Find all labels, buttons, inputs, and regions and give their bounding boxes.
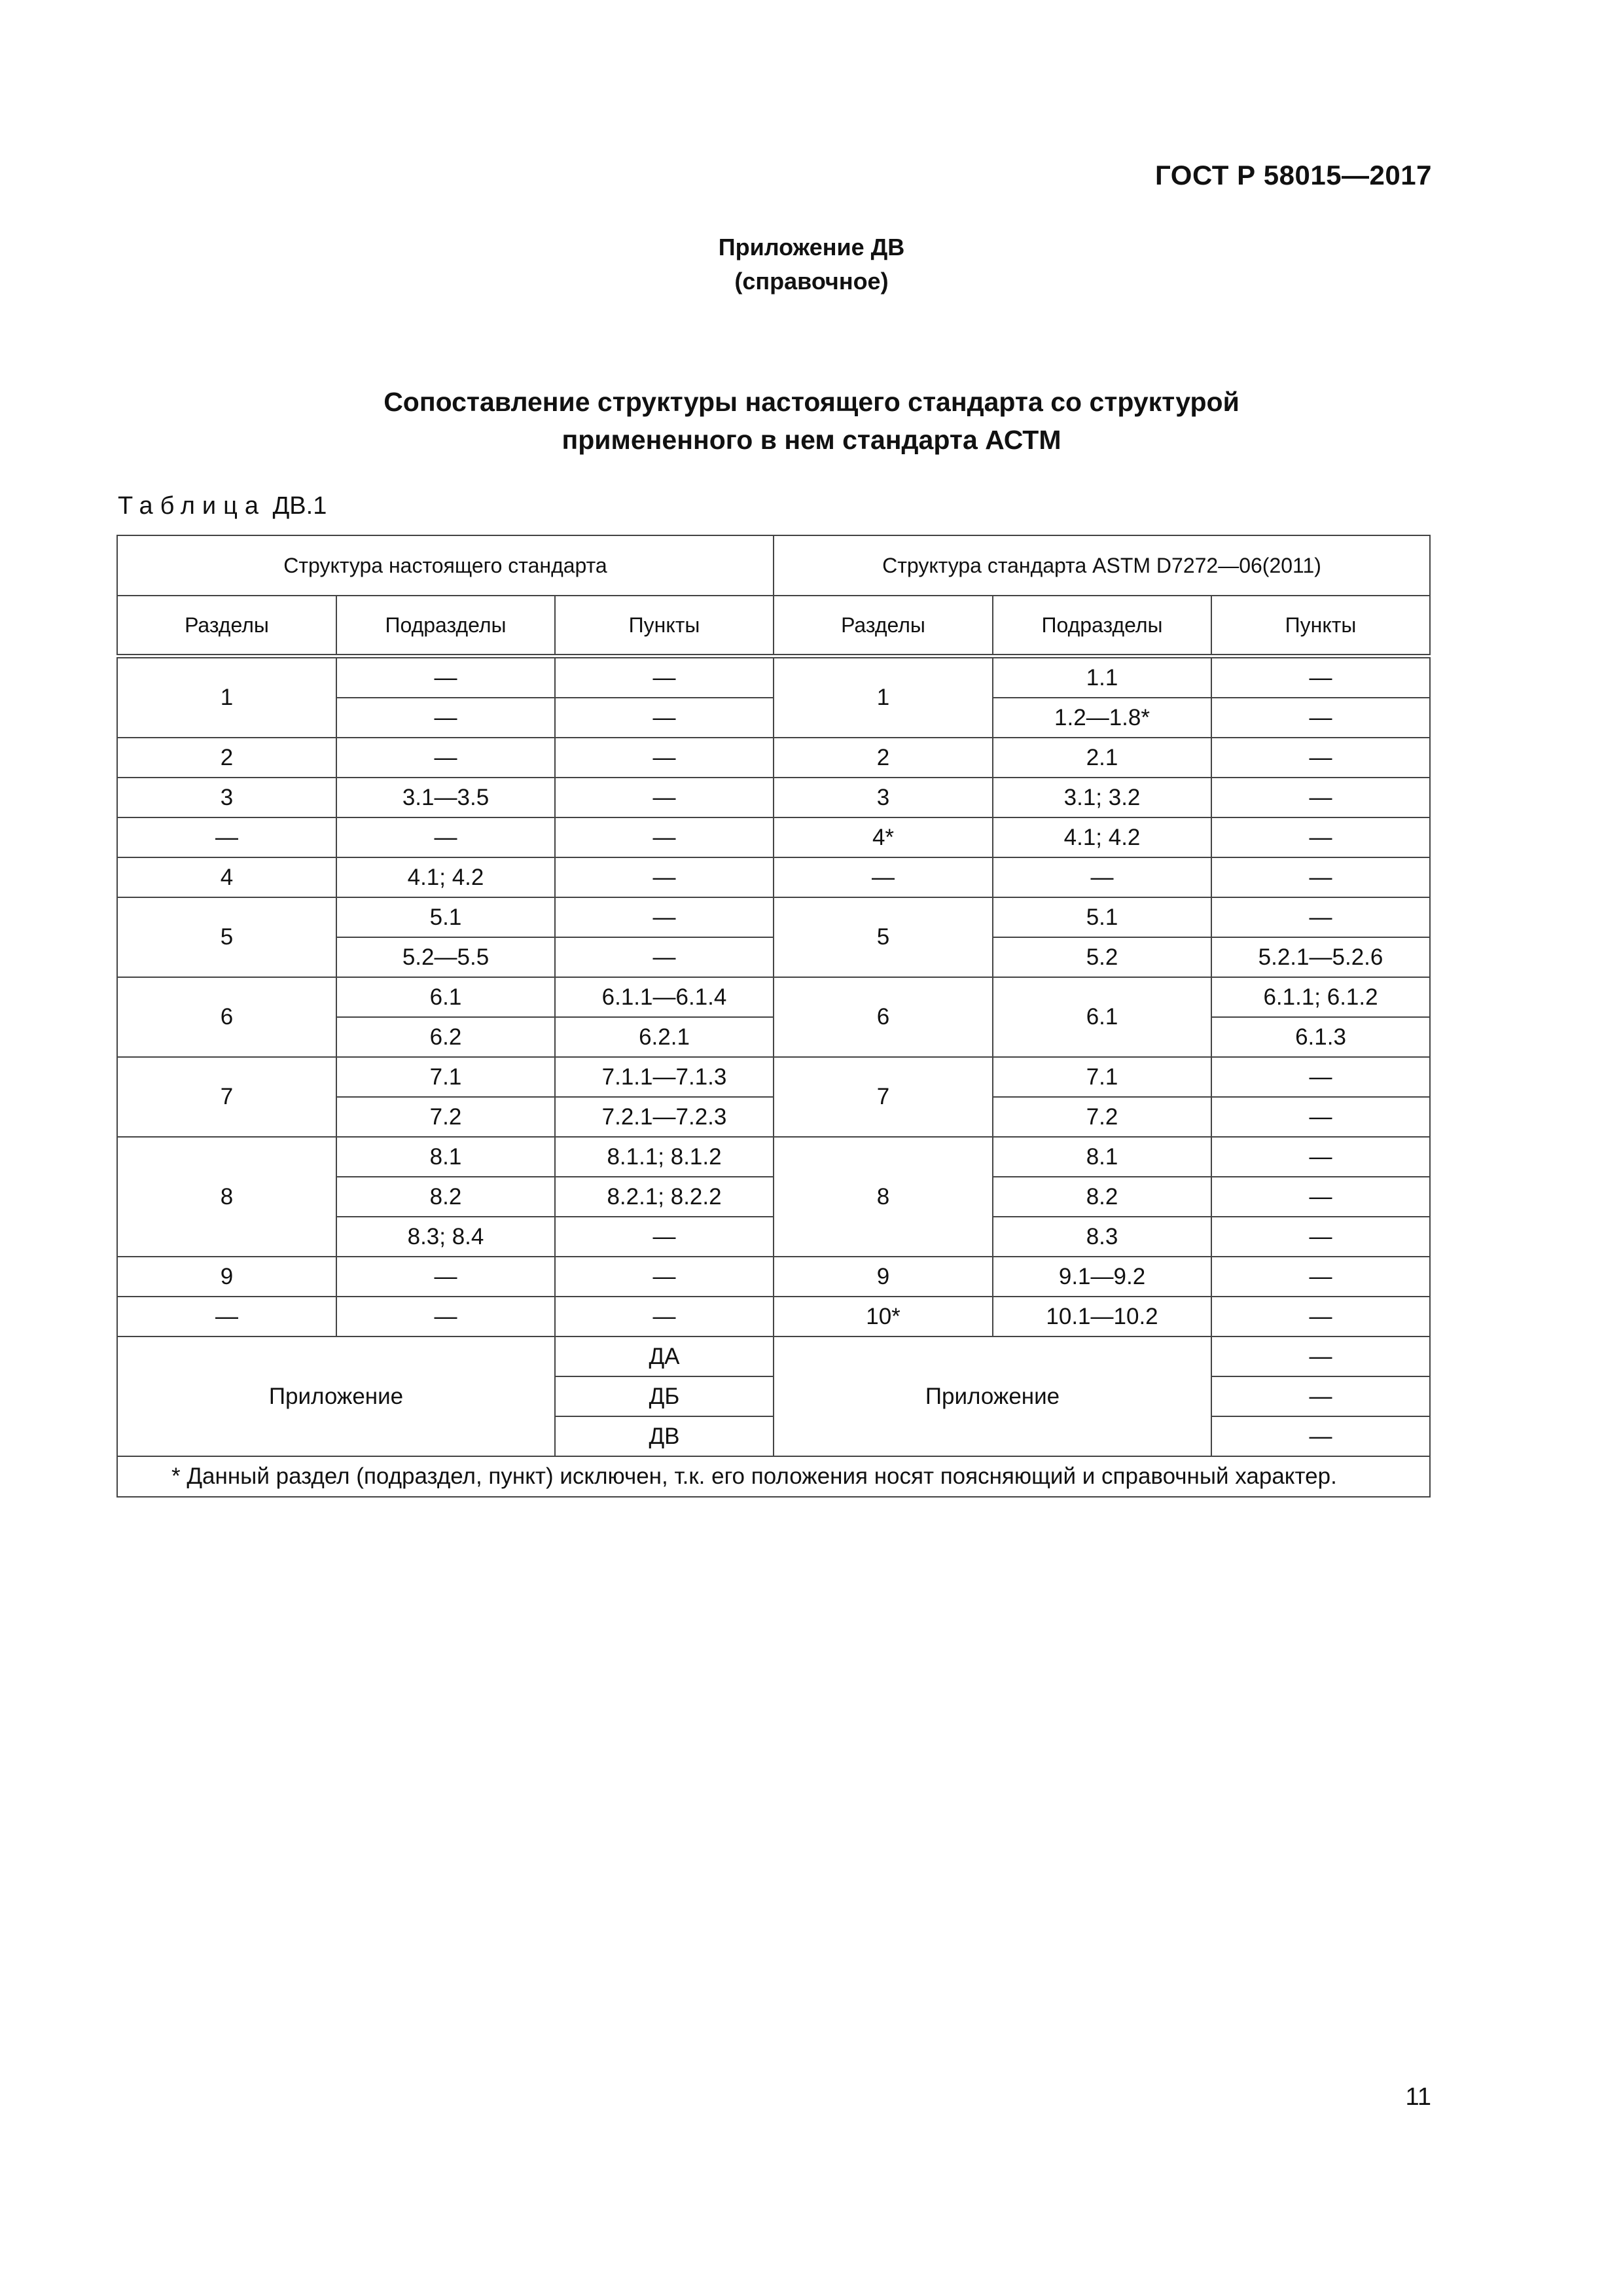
table-cell: — xyxy=(993,857,1211,897)
table-cell: — xyxy=(1211,1097,1430,1137)
table-cell: 10* xyxy=(774,1297,993,1336)
table-cell: — xyxy=(555,738,774,778)
table-cell: 1 xyxy=(774,656,993,738)
column-header: Подразделы xyxy=(336,596,555,656)
table-footnote-row xyxy=(117,1456,1430,1497)
table-cell: — xyxy=(555,1257,774,1297)
table-cell: — xyxy=(555,778,774,817)
appendix-note: (справочное) xyxy=(734,268,889,295)
table-cell: — xyxy=(1211,1297,1430,1336)
table-cell: 6 xyxy=(117,977,336,1057)
table-cell: — xyxy=(1211,698,1430,738)
table-cell: — xyxy=(555,857,774,897)
table-group-header xyxy=(117,535,1430,596)
table-row xyxy=(117,1297,1430,1336)
table-cell: — xyxy=(1211,738,1430,778)
table-cell: — xyxy=(336,1257,555,1297)
table-cell: 8.2 xyxy=(993,1177,1211,1217)
column-header: Пункты xyxy=(555,596,774,656)
table-label-number: ДВ.1 xyxy=(272,492,327,520)
title-line-1: Сопоставление структуры настоящего стандарта со структурой xyxy=(383,387,1240,417)
table-cell: 5.2.1—5.2.6 xyxy=(1211,937,1430,977)
table-cell: 1.1 xyxy=(993,656,1211,698)
table-cell: — xyxy=(1211,1177,1430,1217)
table-row xyxy=(117,1137,1430,1177)
document-code: ГОСТ Р 58015—2017 xyxy=(1155,160,1432,190)
table-cell: 8.2 xyxy=(336,1177,555,1217)
table-cell: 6.1.1; 6.1.2 xyxy=(1211,977,1430,1017)
table-cell: 3.1; 3.2 xyxy=(993,778,1211,817)
title-line-2: примененного в нем стандарта АСТМ xyxy=(562,425,1061,455)
table-row xyxy=(117,1336,1430,1376)
table-cell: ДБ xyxy=(555,1376,774,1416)
table-row xyxy=(117,1257,1430,1297)
table-cell: 9 xyxy=(117,1257,336,1297)
table-cell: — xyxy=(1211,897,1430,937)
table-cell: 8.2.1; 8.2.2 xyxy=(555,1177,774,1217)
table-cell: 9.1—9.2 xyxy=(993,1257,1211,1297)
table-cell: — xyxy=(117,817,336,857)
table-cell: 6 xyxy=(774,977,993,1057)
table-cell: — xyxy=(336,817,555,857)
table-cell: 4 xyxy=(117,857,336,897)
table-cell: — xyxy=(117,1297,336,1336)
table-cell: — xyxy=(336,698,555,738)
table-cell: 4* xyxy=(774,817,993,857)
table-cell: 1.2—1.8* xyxy=(993,698,1211,738)
table-label xyxy=(118,492,327,520)
table-cell: 7 xyxy=(774,1057,993,1137)
table-cell: — xyxy=(1211,1336,1430,1376)
column-header: Подразделы xyxy=(993,596,1211,656)
table-cell: 2 xyxy=(117,738,336,778)
table-cell: 2 xyxy=(774,738,993,778)
table-cell: — xyxy=(336,656,555,698)
table-cell: — xyxy=(1211,1057,1430,1097)
table-cell: 6.2 xyxy=(336,1017,555,1057)
table-cell: — xyxy=(1211,1217,1430,1257)
table-cell: 3 xyxy=(117,778,336,817)
table-cell: — xyxy=(336,1297,555,1336)
table-cell: ДВ xyxy=(555,1416,774,1456)
table-row xyxy=(117,897,1430,937)
table-cell: 8 xyxy=(117,1137,336,1257)
table-cell: 6.2.1 xyxy=(555,1017,774,1057)
table-cell: — xyxy=(1211,1416,1430,1456)
table-cell: — xyxy=(1211,817,1430,857)
table-cell: — xyxy=(1211,656,1430,698)
table-cell: 5.2 xyxy=(993,937,1211,977)
table-row xyxy=(117,656,1430,698)
table-cell: 6.1 xyxy=(336,977,555,1017)
table-cell: 3.1—3.5 xyxy=(336,778,555,817)
table-cell: — xyxy=(1211,778,1430,817)
page-number: 11 xyxy=(1405,2083,1431,2111)
table-cell: 7 xyxy=(117,1057,336,1137)
table-cell: 7.2.1—7.2.3 xyxy=(555,1097,774,1137)
table-cell: — xyxy=(1211,1376,1430,1416)
appendix-label-left: Приложение xyxy=(117,1336,555,1456)
comparison-table xyxy=(116,535,1431,1498)
table-cell: 5 xyxy=(774,897,993,977)
table-cell: 7.1.1—7.1.3 xyxy=(555,1057,774,1097)
column-header: Пункты xyxy=(1211,596,1430,656)
table-row xyxy=(117,778,1430,817)
document-title xyxy=(0,383,1623,459)
table-cell: — xyxy=(555,937,774,977)
table-cell: 9 xyxy=(774,1257,993,1297)
table-row xyxy=(117,817,1430,857)
table-label-prefix: Таблица xyxy=(118,492,266,520)
table-cell: 7.1 xyxy=(993,1057,1211,1097)
table-cell: — xyxy=(1211,1257,1430,1297)
table-cell: 8.1 xyxy=(993,1137,1211,1177)
group-header-right: Структура стандарта ASTM D7272—06(2011) xyxy=(774,535,1430,596)
table-cell: 6.1.3 xyxy=(1211,1017,1430,1057)
table-cell: 2.1 xyxy=(993,738,1211,778)
column-header: Разделы xyxy=(117,596,336,656)
table-row xyxy=(117,738,1430,778)
table-row xyxy=(117,977,1430,1017)
table-cell: 6.1.1—6.1.4 xyxy=(555,977,774,1017)
column-header: Разделы xyxy=(774,596,993,656)
table-cell: 8.3; 8.4 xyxy=(336,1217,555,1257)
table-cell: 5.1 xyxy=(993,897,1211,937)
table-cell: 10.1—10.2 xyxy=(993,1297,1211,1336)
appendix-title: Приложение ДВ xyxy=(718,234,905,260)
table-cell: — xyxy=(555,698,774,738)
group-header-left: Структура настоящего стандарта xyxy=(117,535,774,596)
table-footnote: * Данный раздел (подраздел, пункт) исключен, т.к. его положения носят поясняющий и справочный характер. xyxy=(117,1456,1430,1497)
table-cell: — xyxy=(555,656,774,698)
table-cell: 7.2 xyxy=(993,1097,1211,1137)
table-cell: 6.1 xyxy=(993,977,1211,1057)
table-cell: — xyxy=(555,817,774,857)
table-column-header xyxy=(117,596,1430,656)
table-cell: 5 xyxy=(117,897,336,977)
table-row xyxy=(117,1057,1430,1097)
table-cell: — xyxy=(555,897,774,937)
table-cell: 8.1.1; 8.1.2 xyxy=(555,1137,774,1177)
table-cell: 5.1 xyxy=(336,897,555,937)
table-cell: 4.1; 4.2 xyxy=(993,817,1211,857)
appendix-heading xyxy=(0,230,1623,298)
table-cell: 4.1; 4.2 xyxy=(336,857,555,897)
table-row xyxy=(117,857,1430,897)
table-cell: 1 xyxy=(117,656,336,738)
table-cell: 5.2—5.5 xyxy=(336,937,555,977)
table-cell: — xyxy=(555,1297,774,1336)
table-cell: — xyxy=(774,857,993,897)
table-cell: — xyxy=(1211,857,1430,897)
table-cell: 7.1 xyxy=(336,1057,555,1097)
table-cell: 8 xyxy=(774,1137,993,1257)
table-cell: 7.2 xyxy=(336,1097,555,1137)
table-cell: 8.1 xyxy=(336,1137,555,1177)
appendix-label-right: Приложение xyxy=(774,1336,1211,1456)
table-cell: 3 xyxy=(774,778,993,817)
table-cell: — xyxy=(555,1217,774,1257)
table-cell: — xyxy=(336,738,555,778)
table-cell: 8.3 xyxy=(993,1217,1211,1257)
table-cell: — xyxy=(1211,1137,1430,1177)
table-cell: ДА xyxy=(555,1336,774,1376)
